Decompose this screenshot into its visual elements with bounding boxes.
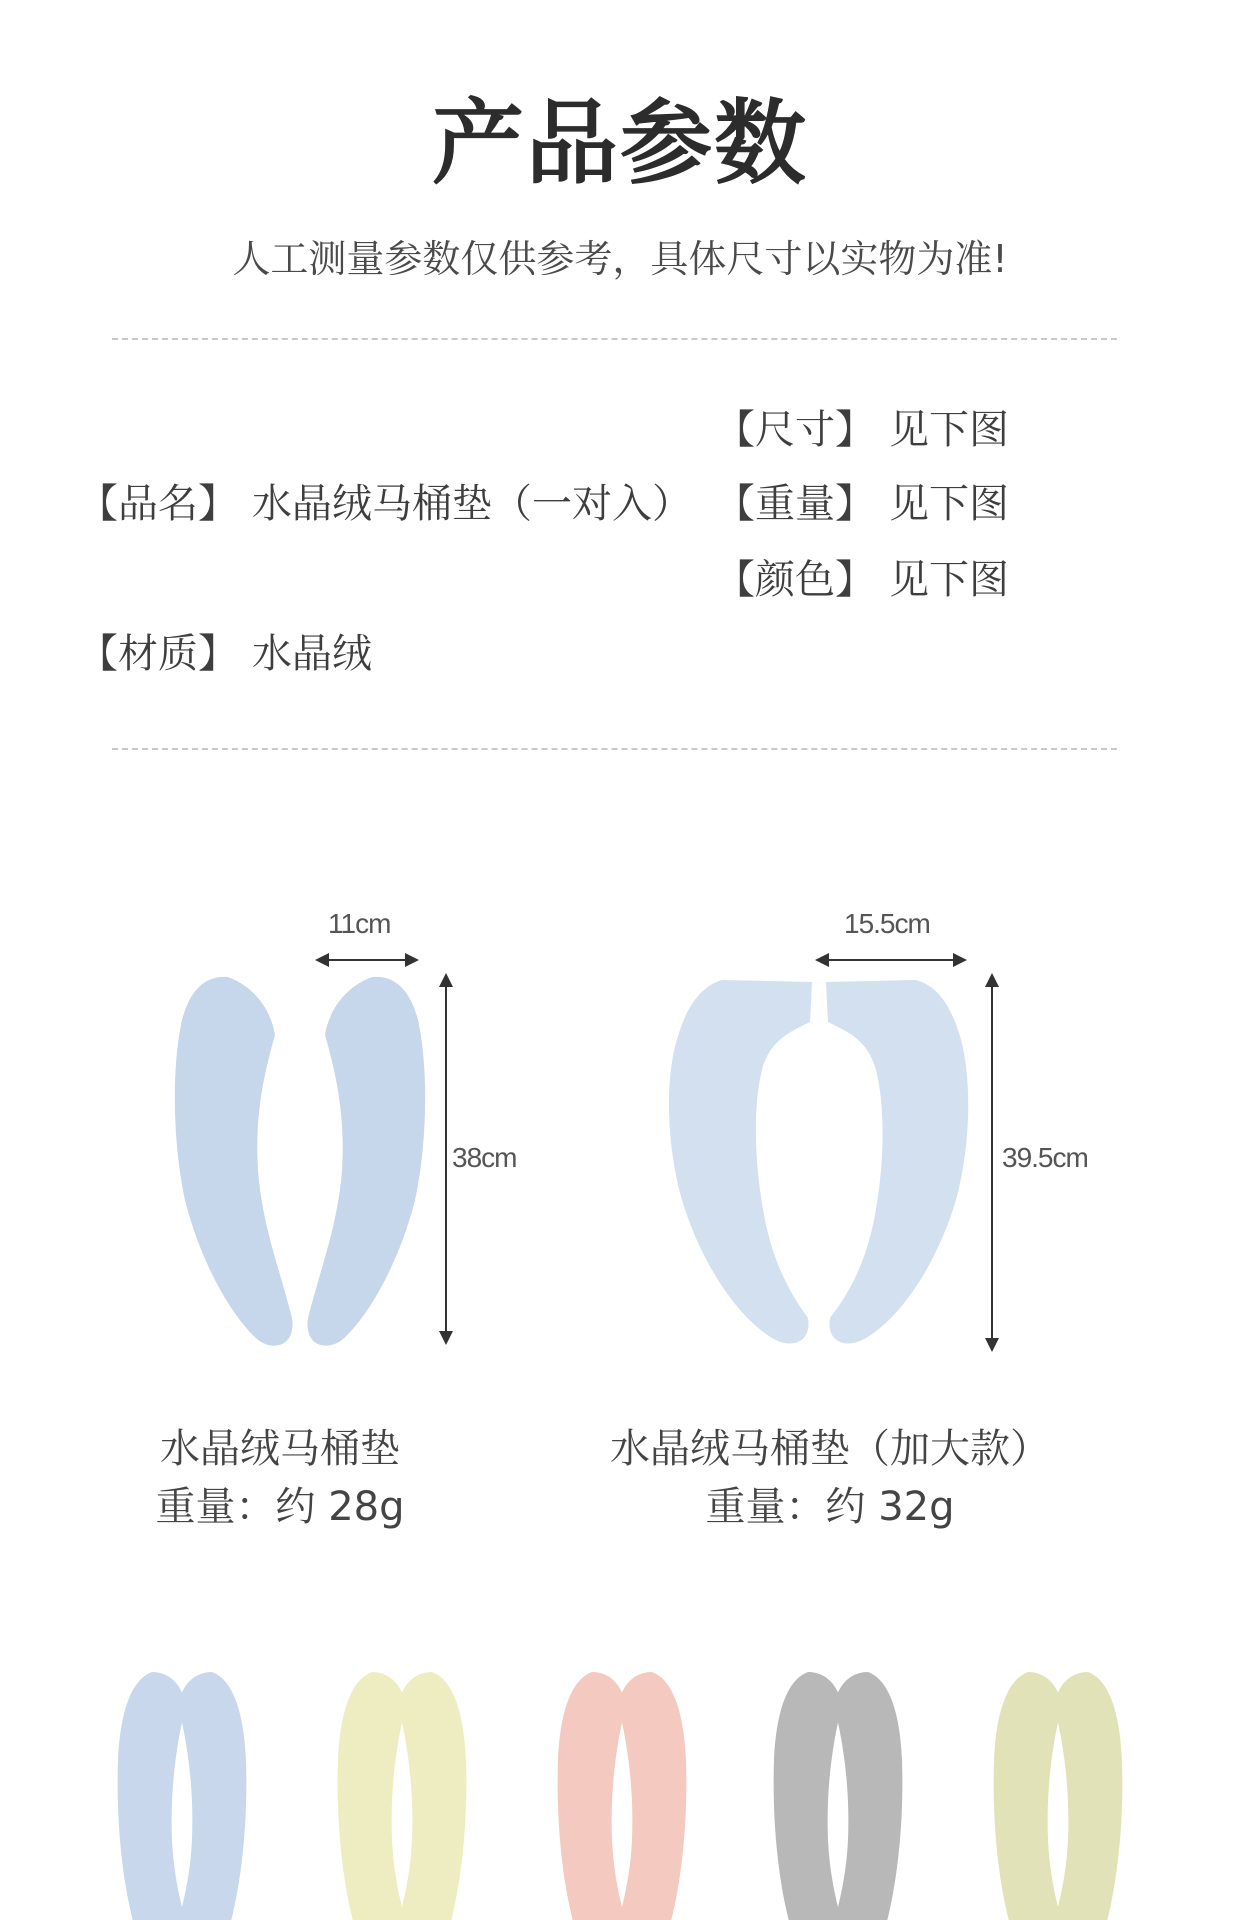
color-swatch-pair: [118, 1672, 247, 1920]
caption-large-weight: 重量：约 32g: [705, 1484, 955, 1530]
spec-name-key: 【品名】: [78, 481, 238, 527]
color-swatch-right-half: [178, 1672, 246, 1920]
seat-standard-right-half: [308, 977, 426, 1346]
spec-weight-value: 见下图: [889, 481, 1009, 527]
caption-standard-weight: 重量：约 28g: [155, 1484, 405, 1530]
seat-standard: [175, 960, 446, 1346]
color-swatch-right-half: [618, 1672, 686, 1920]
seat-standard-left-half: [175, 977, 293, 1346]
page-title: 产品参数: [431, 90, 808, 197]
spec-material-value: 水晶绒: [252, 631, 372, 677]
color-swatch-left-half: [774, 1672, 842, 1920]
width-label-standard: 11cm: [328, 908, 391, 939]
color-swatch-right-half: [834, 1672, 902, 1920]
spec-material-key: 【材质】: [78, 631, 238, 677]
spec-color-key: 【颜色】: [715, 557, 875, 603]
spec-name-value: 水晶绒马桶垫（一对入）: [252, 481, 692, 527]
spec-weight-key: 【重量】: [715, 481, 875, 527]
color-swatch-pair: [338, 1672, 467, 1920]
height-label-large: 39.5cm: [1002, 1142, 1088, 1173]
caption-standard: [100, 1420, 460, 1536]
color-swatch-left-half: [338, 1672, 406, 1920]
color-swatch-left-half: [118, 1672, 186, 1920]
page-subtitle: 人工测量参数仅供参考，具体尺寸以实物为准!: [232, 237, 1008, 281]
color-swatch-pair: [558, 1672, 687, 1920]
caption-large-name: 水晶绒马桶垫（加大款）: [610, 1426, 1050, 1472]
seat-large-right-half: [826, 980, 968, 1344]
height-label-standard: 38cm: [452, 1142, 517, 1173]
seat-large: [669, 960, 992, 1345]
color-swatch-right-half: [1054, 1672, 1122, 1920]
spec-size-value: 见下图: [889, 407, 1009, 453]
caption-standard-name: 水晶绒马桶垫: [160, 1426, 400, 1472]
spec-size-key: 【尺寸】: [715, 407, 875, 453]
spec-color-value: 见下图: [889, 557, 1009, 603]
seat-large-left-half: [669, 980, 812, 1344]
color-swatch-pair: [994, 1672, 1123, 1920]
width-label-large: 15.5cm: [844, 908, 930, 939]
caption-large: [580, 1420, 1080, 1536]
color-swatches: [118, 1672, 1123, 1920]
color-swatch-pair: [774, 1672, 903, 1920]
color-swatch-left-half: [994, 1672, 1062, 1920]
color-swatch-right-half: [398, 1672, 466, 1920]
color-swatch-left-half: [558, 1672, 626, 1920]
